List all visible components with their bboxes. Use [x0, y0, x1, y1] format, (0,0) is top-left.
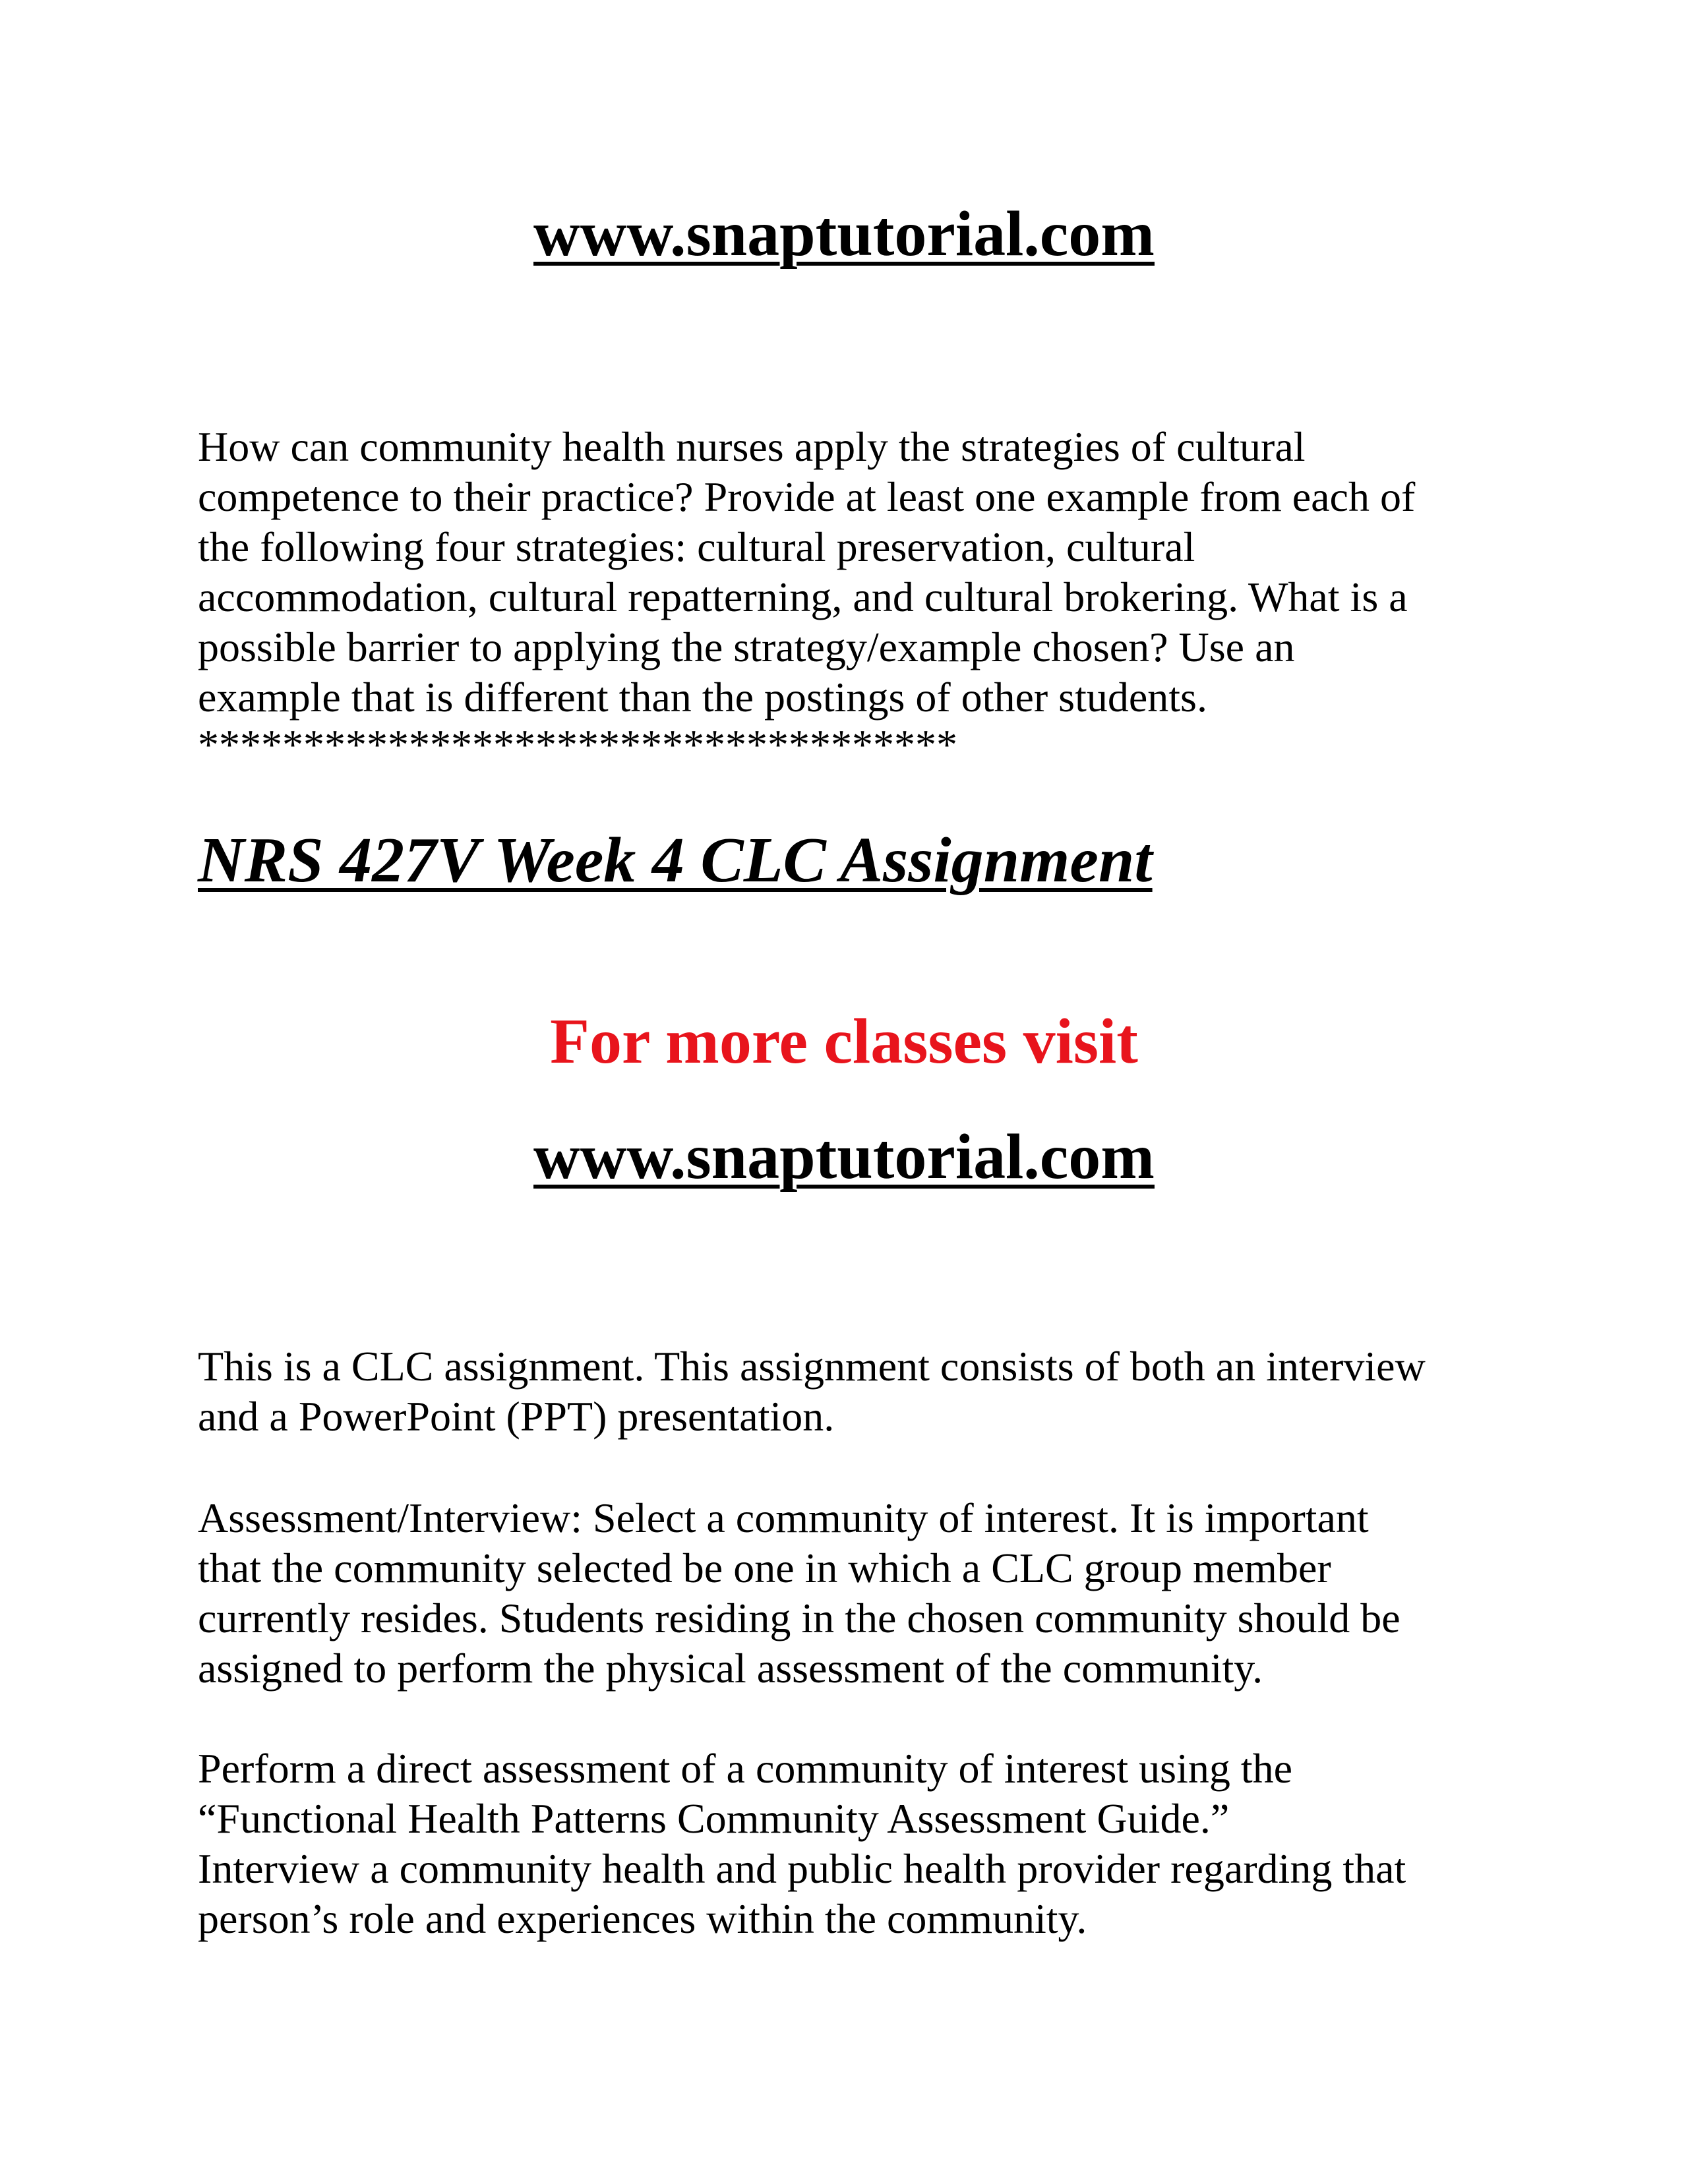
separator-asterisks: ************************************ [198, 721, 957, 768]
assignment-title: NRS 427V Week 4 CLC Assignment [198, 825, 1153, 896]
assignment-paragraph-assessment: Assessment/Interview: Select a community of interest. It is important that the community selected be one in which a CLC group member currently resides. Students residing in the chosen community should be assigned to perform the physical assessment of the community. [198, 1494, 1401, 1692]
site-link-top[interactable]: www.snaptutorial.com [533, 198, 1155, 270]
assignment-paragraph-intro: This is a CLC assignment. This assignment consists of both an interview and a PowerPoint (PPT) presentation. [198, 1343, 1426, 1440]
question-paragraph: How can community health nurses apply the strategies of cultural competence to their practice? Provide at least one example from each of the following four strategies: cultural preservation, cultural accommodation, cultural repatterning, and cultural brokering. What is a possible barrier to applying the strategy/example chosen? Use an example that is different than the postings of other students. [198, 423, 1416, 721]
promo-text: For more classes visit [550, 1006, 1138, 1077]
site-link-bottom[interactable]: www.snaptutorial.com [533, 1121, 1155, 1193]
assignment-paragraph-interview: Perform a direct assessment of a community of interest using the “Functional Health Patterns Community Assessment Guide.” Interview a community health and public health provider regarding that person’s role and experiences within the community. [198, 1745, 1406, 1942]
